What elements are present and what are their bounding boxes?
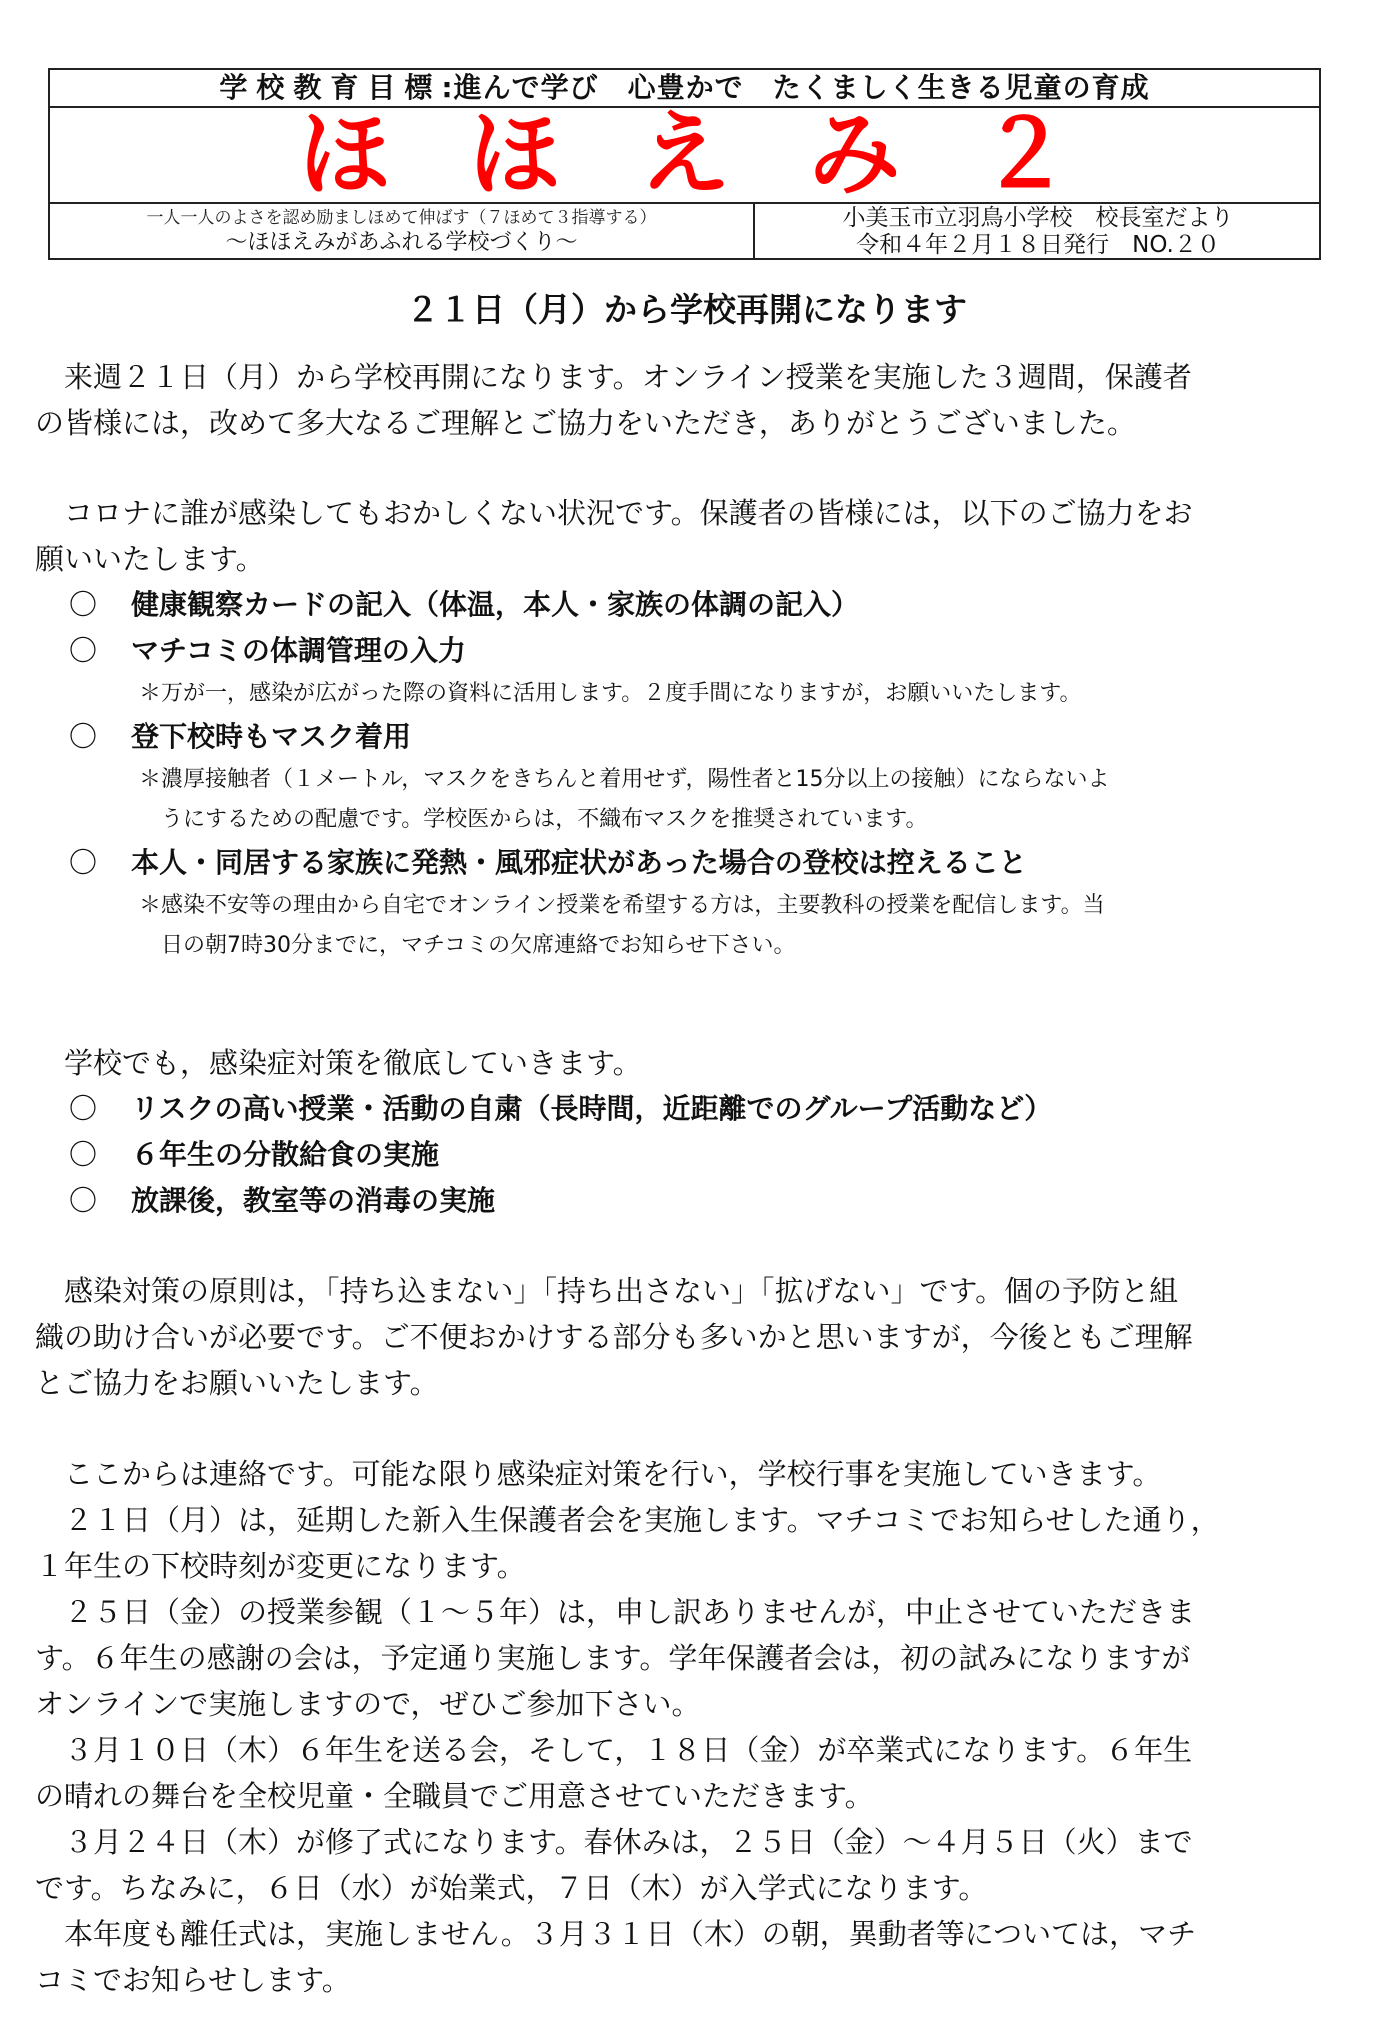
- list-item-text: ６年生の分散給食の実施: [131, 1138, 440, 1171]
- list-item-text: 登下校時もマスク着用: [131, 720, 412, 753]
- list-note: ＊濃厚接触者（１メートル，マスクをきちんと着用せず，陽性者と15分以上の接触）にならないよ: [139, 767, 1110, 792]
- bullet-circle: 〇: [69, 846, 98, 879]
- article-headline: ２１日（月）から学校再開になります: [406, 290, 967, 329]
- text-line: す。６年生の感謝の会は，予定通り実施します。学年保護者会は，初の試みになりますが: [35, 1641, 1191, 1675]
- school-goal: [50, 70, 1319, 108]
- list-item: [35, 1132, 1345, 1178]
- bullet-circle: 〇: [69, 588, 98, 621]
- text-line: とご協力をお願いいたします。: [35, 1366, 439, 1400]
- school-motto-box: [50, 204, 755, 258]
- list-note: ＊感染不安等の理由から自宅でオンライン授業を希望する方は，主要教科の授業を配信します。当: [139, 893, 1105, 918]
- list-note: うにするための配慮です。学校医からは，不織布マスクを推奨されています。: [161, 807, 928, 832]
- text-line: 織の助け合いが必要です。ご不便おかけする部分も多いかと思いますが，今後ともご理解: [35, 1320, 1193, 1354]
- text-line: コロナに誰が感染してもおかしくない状況です。保護者の皆様には，以下のご協力をお: [35, 496, 1193, 530]
- school-name: 小美玉市立羽鳥小学校 校長室だより: [842, 205, 1234, 231]
- text-line: 来週２１日（月）から学校再開になります。オンライン授業を実施した３週間，保護者: [35, 360, 1192, 394]
- text-line: 願いいたします。: [35, 542, 265, 576]
- list-item-text: 本人・同居する家族に発熱・風邪症状があった場合の登校は控えること: [131, 846, 1027, 879]
- text-line: コミでお知らせします。: [35, 1963, 351, 1997]
- bullet-circle: 〇: [69, 1184, 98, 1217]
- list-note: 日の朝7時30分までに，マチコミの欠席連絡でお知らせ下さい。: [161, 933, 796, 958]
- list-item: [35, 840, 1345, 886]
- text-line: ここからは連絡です。可能な限り感染症対策を行い，学校行事を実施していきます。: [35, 1457, 1162, 1491]
- school-motto: 一人一人のよさを認め励ましほめて伸ばす（７ほめて３指導する）: [146, 208, 657, 228]
- list-item: [35, 1086, 1345, 1132]
- list-item-text: マチコミの体調管理の入力: [131, 634, 466, 667]
- newsletter-title: ほほえみ２: [50, 108, 1319, 204]
- text-line: １年生の下校時刻が変更になります。: [35, 1549, 526, 1583]
- list-item: [35, 1178, 1345, 1224]
- text-line: 学校でも，感染症対策を徹底していきます。: [35, 1046, 642, 1080]
- issue-date: 令和４年２月１８日発行 NO.２０: [856, 232, 1220, 258]
- text-line: ２５日（金）の授業参観（１～５年）は，申し訳ありませんが，中止させていただきま: [35, 1595, 1196, 1629]
- intro-paragraph: [35, 354, 1345, 446]
- newsletter-header: [48, 68, 1321, 260]
- list-note: ＊万が一，感染が広がった際の資料に活用します。２度手間になりますが，お願いいたします。: [139, 681, 1082, 706]
- text-line: です。ちなみに，６日（水）が始業式，７日（木）が入学式になります。: [35, 1871, 988, 1905]
- school-goal-label: 学校教育目標: [219, 71, 442, 104]
- list-item-text: 健康観察カードの記入（体温，本人・家族の体調の記入）: [131, 588, 860, 621]
- request-section: [35, 490, 1345, 966]
- list-item: [35, 714, 1345, 760]
- notices-section: [35, 1451, 1345, 2003]
- text-line: 感染対策の原則は，「持ち込まない」「持ち出さない」「拡げない」です。個の予防と組: [35, 1274, 1179, 1308]
- text-line: ３月２４日（木）が修了式になります。春休みは，２５日（金）～４月５日（火）まで: [35, 1825, 1193, 1859]
- list-item: [35, 628, 1345, 674]
- school-goal-text: :進んで学び 心豊かで たくましく生きる児童の育成: [441, 71, 1150, 104]
- bullet-circle: 〇: [69, 1138, 98, 1171]
- list-item-text: 放課後，教室等の消毒の実施: [131, 1184, 496, 1217]
- text-line: ３月１０日（木）６年生を送る会，そして，１８日（金）が卒業式になります。６年生: [35, 1733, 1193, 1767]
- text-line: の晴れの舞台を全校児童・全職員でご用意させていただきます。: [35, 1779, 874, 1813]
- bullet-circle: 〇: [69, 720, 98, 753]
- bullet-circle: 〇: [69, 1092, 98, 1125]
- text-line: ２１日（月）は，延期した新入生保護者会を実施します。マチコミでお知らせした通り，: [35, 1503, 1220, 1537]
- list-item: [35, 582, 1345, 628]
- school-measures-section: [35, 1040, 1345, 1224]
- issue-info-box: [755, 204, 1321, 258]
- text-line: の皆様には，改めて多大なるご理解とご協力をいただき，ありがとうございました。: [35, 406, 1136, 440]
- text-line: 本年度も離任式は，実施しません。３月３１日（木）の朝，異動者等については，マチ: [35, 1917, 1197, 1951]
- school-slogan: ～ほほえみがあふれる学校づくり～: [225, 230, 578, 255]
- principle-paragraph: [35, 1268, 1345, 1406]
- bullet-circle: 〇: [69, 634, 98, 667]
- list-item-text: リスクの高い授業・活動の自粛（長時間，近距離でのグループ活動など）: [131, 1092, 1053, 1125]
- text-line: オンラインで実施しますので，ぜひご参加下さい。: [35, 1687, 701, 1721]
